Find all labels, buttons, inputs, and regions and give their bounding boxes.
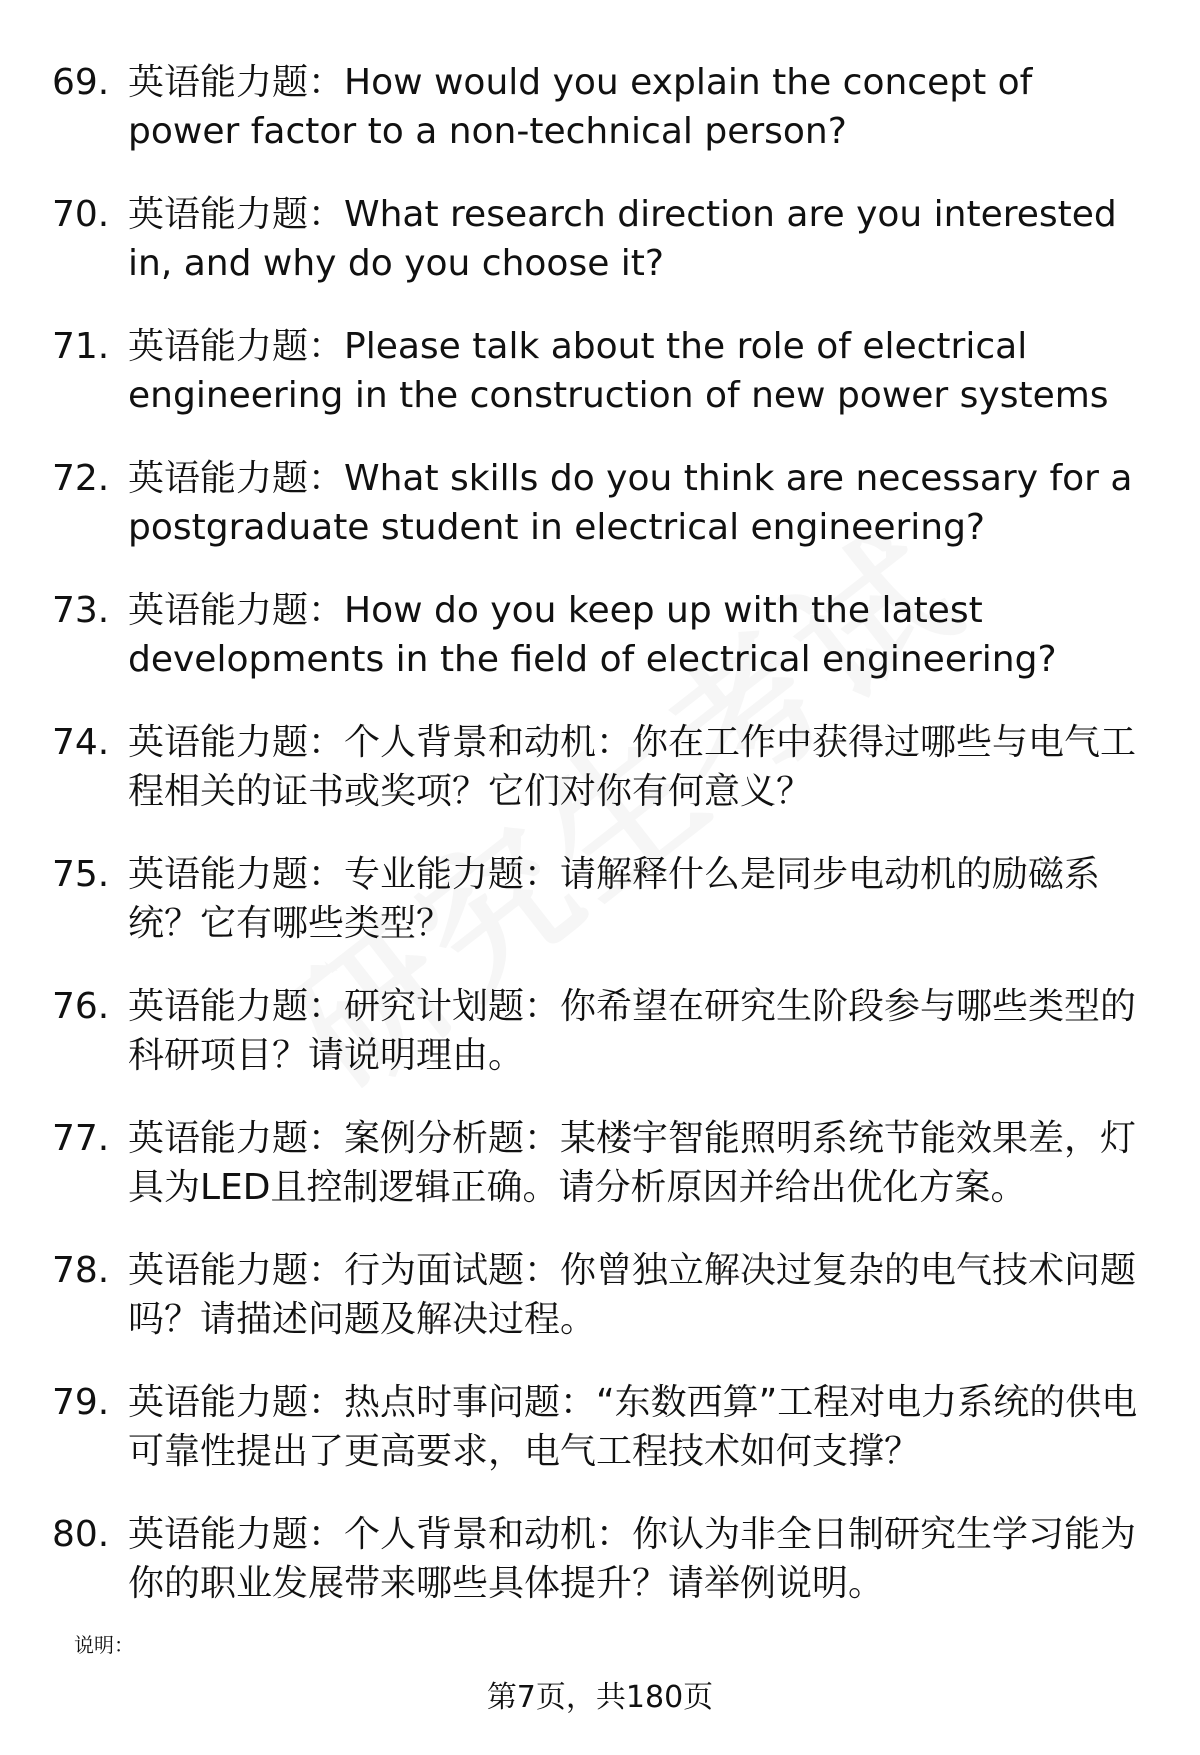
question-item [0,982,1200,1114]
question-number: 70. [52,194,110,235]
question-text: 英语能力题：专业能力题：请解释什么是同步电动机的励磁系统？它有哪些类型？ [128,854,1101,944]
question-item [0,58,1200,190]
question-item [0,454,1200,586]
question-text: 英语能力题：How do you keep up with the latest developments in the field of electrical engineering? [128,590,1057,680]
question-item [0,850,1200,982]
question-item [0,1510,1200,1642]
question-text: 英语能力题：Please talk about the role of electrical engineering in the construction of new power systems [128,326,1109,416]
question-item [0,1246,1200,1378]
question-number: 75. [52,854,110,895]
question-number: 79. [52,1382,110,1423]
question-item [0,322,1200,454]
question-item [0,586,1200,718]
question-text: 英语能力题：个人背景和动机：你在工作中获得过哪些与电气工程相关的证书或奖项？它们对你有何意义？ [128,722,1137,812]
question-number: 80. [52,1514,110,1555]
question-number: 77. [52,1118,110,1159]
question-number: 74. [52,722,110,763]
question-text: 英语能力题：研究计划题：你希望在研究生阶段参与哪些类型的科研项目？请说明理由。 [128,986,1137,1076]
note-label: 说明： [74,1633,134,1657]
question-item [0,1114,1200,1246]
page-number-footer: 第7页，共180页 [486,1680,714,1715]
question-text: 英语能力题：案例分析题：某楼宇智能照明系统节能效果差，灯具为LED且控制逻辑正确。请分析原因并给出优化方案。 [128,1118,1137,1208]
question-item [0,190,1200,322]
question-item [0,718,1200,850]
question-text: 英语能力题：What skills do you think are necessary for a postgraduate student in electrical engineering? [128,458,1133,548]
question-number: 78. [52,1250,110,1291]
question-number: 76. [52,986,110,1027]
question-item [0,1378,1200,1510]
question-text: 英语能力题：热点时事问题：“东数西算”工程对电力系统的供电可靠性提出了更高要求，电气工程技术如何支撑？ [128,1382,1138,1472]
question-number: 73. [52,590,110,631]
question-text: 英语能力题：行为面试题：你曾独立解决过复杂的电气技术问题吗？请描述问题及解决过程。 [128,1250,1137,1340]
question-text: 英语能力题：What research direction are you interested in, and why do you choose it? [128,194,1117,284]
question-list [0,58,1200,1642]
question-text: 英语能力题：How would you explain the concept of power factor to a non-technical person? [128,62,1033,152]
question-number: 72. [52,458,110,499]
question-number: 69. [52,62,110,103]
question-text: 英语能力题：个人背景和动机：你认为非全日制研究生学习能为你的职业发展带来哪些具体提升？请举例说明。 [128,1514,1137,1604]
question-number: 71. [52,326,110,367]
